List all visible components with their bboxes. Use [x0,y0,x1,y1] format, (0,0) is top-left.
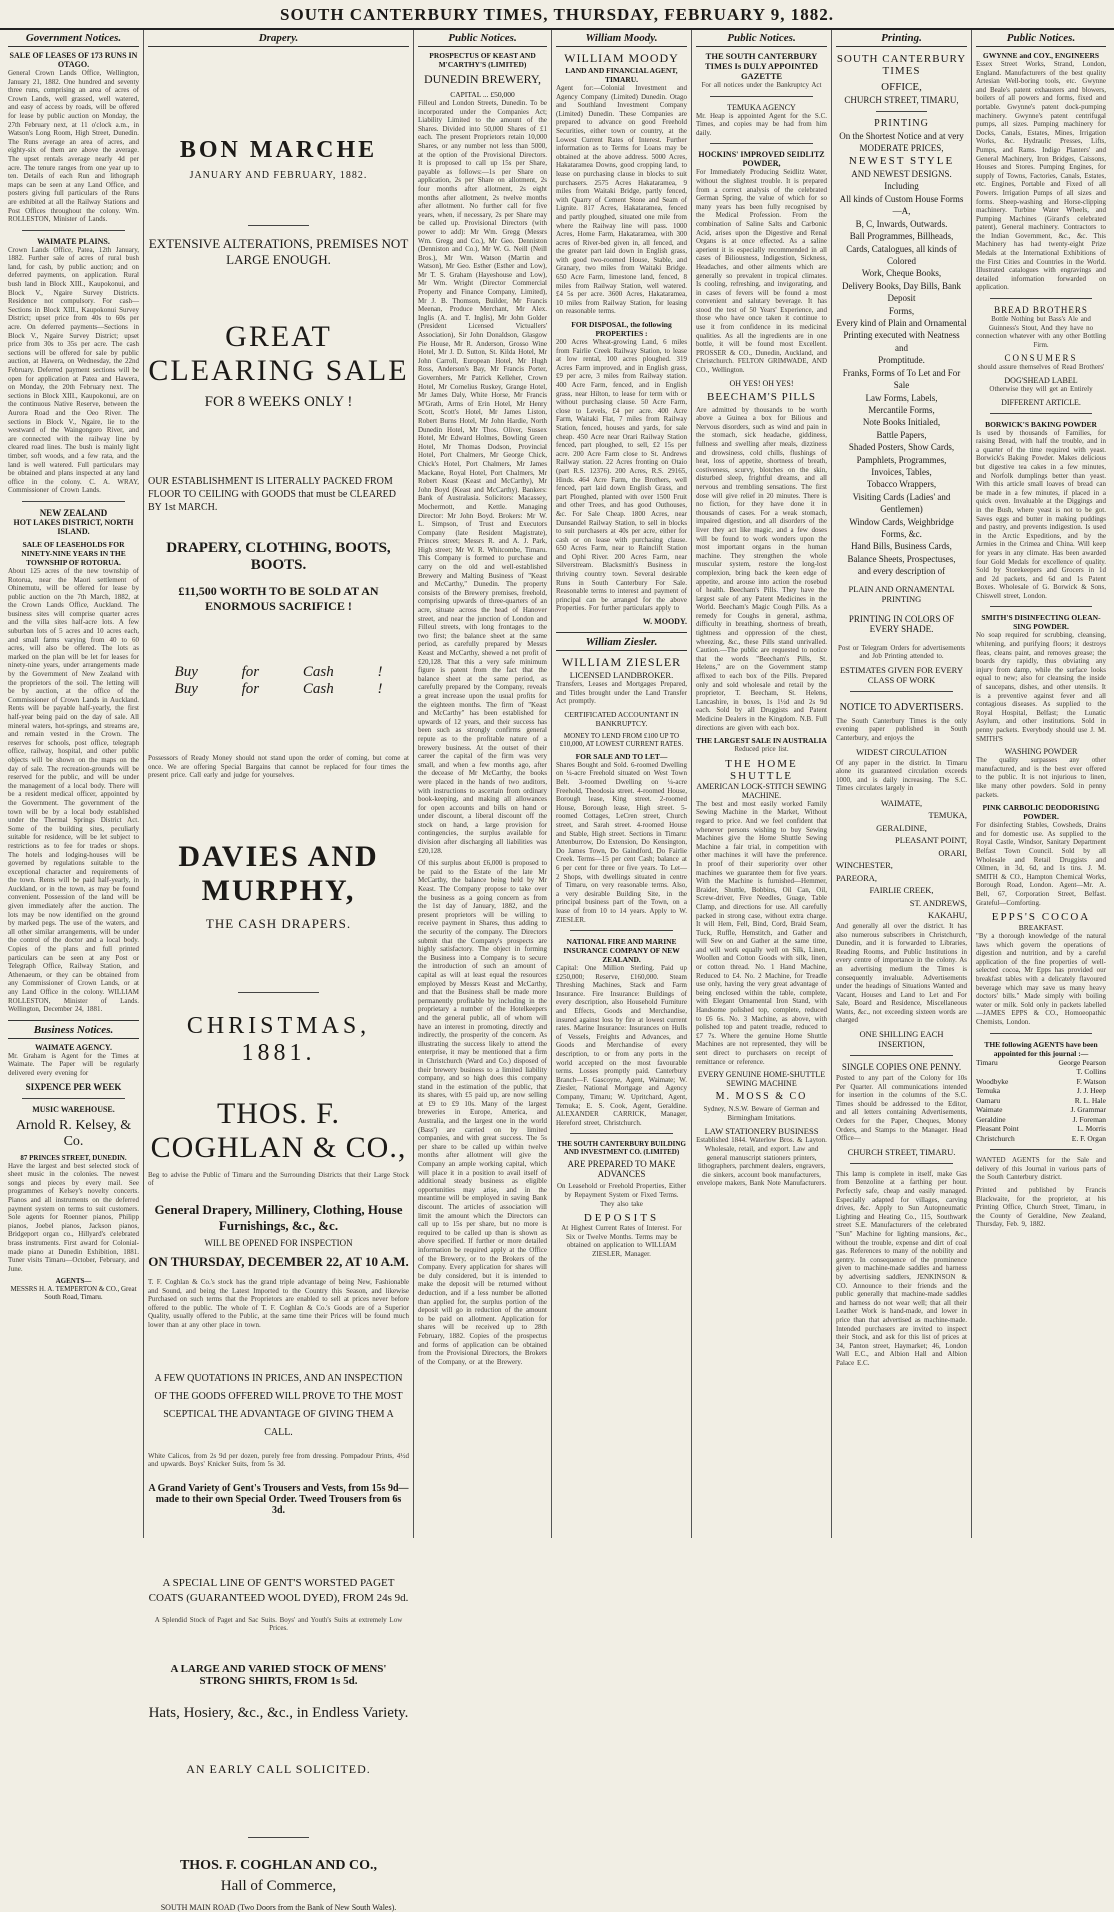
wanted-agents: WANTED AGENTS for the Sale and delivery of this Journal in various parts of the South Canterbury district. [976,1156,1106,1182]
printing-service-list [836,193,967,578]
gazette-body: For all notices under the Bankruptcy Act [701,81,822,89]
eight-weeks: FOR 8 WEEKS ONLY ! [204,394,353,410]
temuka-agency: TEMUKA AGENCY [727,102,796,112]
prospectus-body-2: Of this surplus about £6,000 is proposed to be paid to the Estate of the late Mr McCarthy, the balance being held by Mr Keast. The Company propose to take over the business as a going concern as from the 1st day of January, 1882, and the present proprietors will be willing to receive payment in Shares, thus adding to the security of the company. The Directors submit that the Company's prospects are highly satisfactory. The object in forming the Business into a Company is to secure the introduction of such an amount of capital as will at least equal the resources employed by Messrs Keast and McCarthy, and that the Business shall be made more permanently profitable by including in the proprietary a number of the Hotelkeepers and the general public, all of whom will have an interest in promoting, directly and indirectly, the prosperity of the concern. As illustrating the success likely to attend the enterprise, it may be mentioned that a firm in Christchurch (Ward and Co.) disposed of their brewery business to a limited liability company, and so high does this company stand in the estimation of the public, that its shares, with £5 paid up, are now selling at £9 to £9 10s. Many of the largest breweries in Europe, America, and Australia, and the largest one in the world (Bass') are carried on by limited companies, and with great success. The 5s per share to be called up within twelve months after allotment will give the Company an ample working capital, which will place it in a position to avail itself of additional steady business as eligible opportunities may arise, and in the meantime will be employed in saving Bank discount. The articles of association will limit the amount which the Directors can call up to 15s per share, but no more is required to be called up than is shown as above specified. If further or more detailed information be required apply at the Office of the Brewery, or to the Brokers of the Company. Every application for shares will be duly considered, but it is intended to make the deposit will be returned without deduction, and if a less number be allotted than applied for, the surplus portion of the deposit will go in reduction of the amount to be paid on allotment. Application for shares will be received up to 28th February, 1882. Copies of the prospectus and forms of application can be obtained from the Provisional Directors, the Brokers of the Company, or at the Brewery. [418,859,547,1366]
printing-service-item: Promptitude. [878,355,925,366]
printing-service-item: Every kind of Plain and Ornamental [836,318,967,329]
strong-shirts: A LARGE AND VARIED STOCK OF MENS' STRONG SHIRTS, FROM 1s 5d. [170,1662,387,1687]
printing-service-item: B, C, Inwards, Outwards. [855,218,948,229]
column-william-moody [552,30,692,1538]
prices-body: White Calicos, from 2s 9d per dozen, purely free from dressing. Pompadour Prints, 4½d and upwards. Boys' Knicker Suits, from 5s 3d. [148,1451,409,1469]
worsted-coats: A SPECIAL LINE OF GENT'S WORSTED PAGET COATS (GUARANTEED WOOL DYED), FROM 24s 9d. [148,1576,409,1604]
agent-person: R. L. Hale [1074,1095,1106,1105]
column-drapery [144,30,414,1912]
national-fire-body: Capital: One Million Sterling. Paid up £250,000; Reserve, £160,000. Steam Threshing Machines, Stack and Farm Insurance. Fire Insurance: Buildings of every description, also Household Furniture and Effects, Goods and Merchandise, insured against loss by fire at lowest current rates. Marine Insurance: Insurances on Hulls of Vessels, Freights and Advances, and Goods and Merchandise of every description, to or from any ports in the world accepted on the most favourable terms. Losses promptly paid. Canterbury Branch—F. Gascoyne, Agent, Waimate; W. Ziesler, National Mortgage and Agency Company, Timaru; W. Upritchard, Agent, Temuka; E. S. Cook, Agent, Geraldine. ALEXANDER CARRICK, Manager, Hereford street, Christchurch. [556,964,687,1127]
oh-yes: OH YES! OH YES! [729,378,794,388]
washing-powder: WASHING POWDER [1004,747,1078,757]
moody-name: WILLIAM MOODY [564,51,679,65]
for-sale-to-let: FOR SALE AND TO LET— [575,751,668,761]
gwynne-heading: GWYNNE and COY., ENGINEERS [982,51,1100,60]
post-telegraph-orders: Post or Telegram Orders for advertisements and Job Printing attended to. [837,643,966,661]
circulation-place: WINCHESTER, [836,860,893,871]
cash-body: Possessors of Ready Money should not stand upon the order of coming, but come at once. We are offering Special Bargains that cannot be replaced for four times the present price. Call early and judge for yourselves. [148,754,409,780]
printing-service-item: Note Books Initialed, [862,417,941,428]
beechams-pills-title: BEECHAM'S PILLS [707,390,816,403]
prepared-to-make: ARE PREPARED TO MAKE ADVANCES [567,1159,676,1180]
ziesler-column-heading: William Ziesler. [556,632,687,651]
temuka-body: Mr. Heap is appointed Agent for the S.C. Times, and copies may be had from him daily. [696,111,827,137]
agent-town: Temuka [976,1086,1001,1096]
newest-style: NEWEST STYLE [848,155,955,167]
lamp-body: This lamp is complete in itself, make Gas from Benzoline at a farthing per hour. Perfectly safe, cheap and easily managed. Especially adapted for villages, carving drives, &c. Apply to Sun Autopneumatic Lighting and Heating Co., 115, Southwark street S.E. Manufacturers of the celebrated "Sun" Machine for lighting mansions, &c., without the trouble, expense and dirt of coal gas. References to many of the nobility and gentry. In consequence of the prominence given to machine-made saddles and harness by advertising saddlers, JENKINSON & CO. Announce to their friends and the public generally that machine-made saddles and harness do not wear well; that all their Leather Work is hand-made, and lower in price than that advertised as machine-made. Intended purchasers are invited to inspect their Stock, and ask for this list of prices at 34, Panton street, Haymarket; 46, London Wall E.C., and Albion Hall and Albion Palace E.C. [836,1169,967,1367]
moody-agent-body: Agent for:—Colonial Investment and Agency Company (Limited) Dunedin. Otago and Southland Investment Company (Limited) Dunedin. These Companies are prepared to advance on good Freehold Securities, either town or country, at the Lowest Current Rates of Interest. Further information as to Terms for Loans may be obtained at the above address. 5000 Acres, Hakataramea Downs, good cropping land, to lease on purchasing clause in blocks to suit purchasers. 2575 Acres Hakataramea, 9 miles from Waitaki Bridge, partly fenced, with Quarry of Cement Stone and Seam of Lignite. 817 Acres, Hakataramea, fenced and partly ploughed, situated one mile from where the Railway line will pass. 1000 Acres, Home Farm, Hakataramea, with 300 acres of River-bed given in, all fenced, and the greater part laid down in English grass, with good two-roomed House, Stable, and Granary, two miles from Waitaki Bridge. 650 Acre Farm, limestone land, fenced, 8 miles from Railway Station, well watered. £4 5s per acre. 3600 Acres, Hakataramea, 10 miles from Railway Station, for leasing on reasonable terms. [556,84,687,316]
column-head-drapery: Drapery. [148,32,409,47]
notice-advertisers: NOTICE TO ADVERTISERS. [839,701,964,713]
column-government [4,30,144,1538]
smiths-disinfecting: SMITH'S DISINFECTING OLEAN-SING POWDER. [981,613,1101,632]
column-head-printing: Printing. [836,32,967,47]
deposits-line: DEPOSITS [583,1212,660,1225]
waimate-agency-heading: WAIMATE AGENCY. [35,1042,112,1052]
agent-row [976,1134,1106,1144]
pink-carbolic: PINK CARBOLIC DEODORISING POWDER. [982,803,1100,822]
waimate-agency-body: Mr. Graham is Agent for the Times at Waimate. The Paper will be regularly delivered every evening for [8,1051,139,1077]
reduced-price: Reduced price list. [734,745,789,754]
agent-person: E. F. Organ [1071,1133,1106,1143]
quotations: A FEW QUOTATIONS IN PRICES, AND AN INSPECTION OF THE GOODS OFFERED WILL PROVE TO THE MOST SCEPTICAL THE ADVANTAGE OF GIVING THEM A CALL. [154,1372,403,1438]
certificated-accountant: CERTIFICATED ACCOUNTANT IN BANKRUPTCY. [564,709,679,728]
gwynne-body: Essex Street Works, Strand, London, England. Manufacturers of the best quality Artesian Well-boring tools, etc. Gwynne and Beale's patent exhausters and blowers, boilers of all powers and forms, fixed and portable. Gwynne's patent dock-pumping machinery. Gwynne's patent centrifugal pumps, all sizes. Pumping machinery for Docks, Canals, Estates, Mines, Irrigation Works, &c. Hydraulic Presses, Lifts, Pumps, and Rams. Indigo Planters' and General Machinery, Iron Bridges, Caissons, Houses and Stores. Pumping Engines, for supply of Towns, Factories, Canals, Estates, etc. Engines, Portable and Fixed of all Powers. Irrigation Pumps of all sizes and forms. Sheep-washing and Horse-clipping machinery. Turbine Water Wheels, and Pumping Machines (Girard's celebrated patent), General machinery. Contractors to the Indian Government, &c., &c. This Machinery has had twenty-eight Prize Medals at the International Exhibitions of the First Cities and Countries in the World. Illustrated catalogues with engravings and detailed information forwarded on application. [976,60,1106,292]
column-public-notices-3 [972,30,1110,1538]
coghlan-intro: Beg to advise the Public of Timaru and the Surrounding Districts that their Large Stock of [148,1170,409,1188]
column-head-moody: William Moody. [556,32,687,47]
printing-service-item: Hand Bills, Business Cards, [851,541,952,552]
waimate-plains-heading: WAIMATE PLAINS. [37,236,110,246]
hats-hosiery: Hats, Hosiery, &c., &c., in Endless Variety. [148,1704,409,1721]
bon-marche-title: BON MARCHE [179,137,378,163]
circulation-place: GERALDINE, [876,822,927,833]
building-society-heading: THE SOUTH CANTERBURY BUILDING AND INVESTMENT CO. (LIMITED) [557,1140,686,1157]
general-drapery: General Drapery, Millinery, Clothing, House Furnishings, &c., &c. [154,1201,403,1233]
agents-heading: AGENTS— [55,1277,92,1286]
column-printing [832,30,972,1538]
imprint: Printed and published by Francis Blackwaite, for the proprietor, at his Printing Office, Church Street, Timaru, in the County of Geraldine, New Zealand, Thursday, Feb. 9, 1882. [976,1185,1106,1229]
single-body: Posted to any part of the Colony for 10s Per Quarter. All communications intended for insertion in the columns of the S.C. Times should be addressed to the Editor, and all letters containing Advertisements, Orders for the Paper, Cheques, Money Orders, and Stamps to the Manager. Head Office— [836,1074,967,1143]
column-public-notices-1 [414,30,552,1538]
printing-service-item: Pamphlets, Programmes, [856,454,947,465]
law-stationery: LAW STATIONERY BUSINESS [704,1126,819,1137]
single-copies: SINGLE COPIES ONE PENNY. [841,1062,962,1073]
new-zealand-heading: NEW ZEALAND [39,507,108,518]
agent-town: Oamaru [976,1095,1001,1105]
agent-person: J. Foreman [1072,1114,1106,1124]
agent-row [976,1124,1106,1134]
extensive-alterations: EXTENSIVE ALTERATIONS, PREMISES NOT LARGE ENOUGH. [148,236,409,267]
breakfast: BREAKFAST. [1018,923,1064,933]
business-notices-heading: Business Notices. [8,1020,139,1039]
kelsey-body: Have the largest and best selected stock of sheet music in the colonies. The newest songs and pieces by every mail. See programmes of Kelsey's novelty concerts. Pianos and all instruments on the deferred payment system on terms to suit customers. Sole agents for Roenner pianos, Philipp pianos, Joebel pianos, Jackson pianos, Bridgeport organ co., Hillyard's celebrated brass instruments. First award for Colonial-made piano at Dunedin Exhibition, 1881. Tuner visits Timaru—October, February, and June. [8,1161,139,1273]
coghlan-signature: THOS. F. COGHLAN AND CO., [179,1857,378,1873]
printing-service-item: Work, Cheque Books, [861,268,942,279]
epps-body: "By a thorough knowledge of the natural laws which govern the operations of digestion and nutrition, and by a careful application of the fine properties of well-selected cocoa, Mr Epps has provided our breakfast tables with a delicately flavoured beverage which may save us many heavy doctors' bills." Made simply with boiling water or milk. Sold only in packets labelled—JAMES EPPS & CO., Homoeopathic Chemists, London. [976,932,1106,1027]
circulation-body: Of any paper in the district. In Timaru alone its guaranteed circulation exceeds 1000, and is daily increasing. The S.C. Times circulates largely in [836,758,967,793]
national-fire-heading: NATIONAL FIRE AND MARINE INSURANCE COMPANY OF NEW ZEALAND. [563,937,680,965]
trousers-line: A Grand Variety of Gent's Trousers and Vests, from 15s 9d—made to their own Special Order. Tweed Trousers from 6s 3d. [148,1482,409,1516]
agent-person: J. J. Heep [1076,1086,1106,1096]
agent-row [976,1067,1106,1077]
printing-service-item: Tobacco Wrappers, [866,479,937,490]
places-list [836,797,967,922]
law-body: Established 1844. Waterlow Bros. & Layton. Wholesale, retail, and export. Law and general manuscript stationers printers, lithographers, parchment dealers, engravers, die sinkers, account book manufacturers, envelope makers, Bank Note Manufacturers. [696,1136,827,1188]
agents-appointed: THE following AGENTS have been appointed for this journal :— [984,1039,1098,1058]
districts-body: And generally all over the district. It has also numerous subscribers in Christchurch, Dunedin, and it is forwarded to Libraries, Reading Rooms, and Public Institutions in every centre of importance in the colony. As an advertising medium the Times is consequently invaluable. Advertisements under the headings of Situations Wanted and Vacant, Houses and Land to Let and For Sale, Board and Residence, Miscellaneous Wants, &c., not exceeding sixteen words are charged [836,921,967,1025]
moss-co: M. MOSS & CO [715,1091,808,1103]
printing-service-item: All kinds of Custom House Forms—A, [839,194,964,217]
consumers: CONSUMERS [1004,353,1078,364]
column-head-public-1: Public Notices. [418,32,547,47]
printing-service-item: Ball Programmes, Billheads, [849,231,954,242]
borwick-body: Is used by thousands of Families, for raising Bread, with half the trouble, and in a quarter of the time required with yeast. Borwick's Baking Powder. Makes delicious but digestive tea cakes in a few minutes, and Norfolk dumplings better than yeast. With this article small loaves of bread can be made in a few minutes, if placed in a quick oven. Invaluable at the Diggings and in the Bush, where yeast is not to be got. Saves eggs and butter in making puddings and pastry, and prevents indigestion. Is used in the Arctic Expeditions, and by the Armies in the Crimea and China. Will keep for years in any climate. Has been awarded four Gold Medals for excellence of quality. Sold by Storekeepers and Grocers in 1d and 2d packets, and 6d and 1s Patent Boxes. Wholesale of G. Borwick & Sons, Chiswell street, London. [976,428,1106,600]
moss-body: Sydney, N.S.W. Beware of German and Birmingham Imitations. [703,1105,820,1122]
agent-person: F. Watson [1076,1076,1106,1086]
bread-brothers: BREAD BROTHERS [994,305,1088,316]
agent-row [976,1096,1106,1106]
newest-designs: AND NEWEST DESIGNS. [851,169,952,179]
circulation-place: ORARI, [938,847,967,858]
bon-marche-date: JANUARY AND FEBRUARY, 1882. [189,170,368,181]
washing-body: The quality surpasses any other manufactured, and is the best ever offered to the public. It is not injurious to linen, like many other powders. Sold in penny packets. [976,756,1106,799]
notice-body: The South Canterbury Times is the only evening paper published in South Canterbury, and enjoys the [836,716,967,742]
licensed-landbroker: LICENSED LANDBROKER. [569,670,674,681]
one-shilling: ONE SHILLING EACH INSERTION, [859,1029,944,1050]
capital-line: CAPITAL ... £50,000 [450,90,515,99]
printing-service-item: Invoices, Tables, [871,466,932,477]
different-article: DIFFERENT ARTICLE. [1001,397,1081,407]
printing-service-item: Cards, Catalogues, all kinds of Colored [846,243,957,267]
agents-line: MESSRS H. A. TEMPERTON & CO., Great South Road, Timaru. [10,1285,137,1302]
agent-list [976,1058,1106,1144]
building-body-2: At Highest Current Rates of Interest. For Six or Twelve Months. Terms may be obtained on application to WILLIAM ZIESLER, Manager. [561,1224,682,1258]
column-head-government: Government Notices. [8,32,139,47]
christmas-1881: CHRISTMAS, 1881. [186,1012,371,1066]
hockins-powder: HOCKINS' IMPROVED SEIDLITZ POWDER, [698,150,825,169]
agent-town: Geraldine [976,1114,1006,1124]
widest-circulation: WIDEST CIRCULATION [856,746,947,757]
printing-service-item: Shaded Posters, Show Cards, [848,442,955,453]
moody-signature: W. MOODY. [642,617,687,627]
prospectus-body-1: Filleul and London Streets, Dunedin. To be incorporated under the Companies Act; Liability Limited to the amount of the Shares. Divided into 50,000 Shares of £1 each. The present Proprietors retain 10,000 Shares, or any number not less than 5000, at the option of the Provisional Directors. It is proposed to call up 15s per Share, payable as follows:—1s per Share on application, 2s per Share on allotment, 2s four months after allotment, 2s eight months after allotment, 2s twelve months after allotment. No further call for five years, when, if necessary, 2s per Share may be called up. Provisional Directors (with power to add): Mr Wm. Gregg (Messrs Wm. Gregg and Co.), Mr Geo. Denniston (Denniston and Co.), Mr W. G. Neill (Neill Bros.), Mr Wm. Watson (Martin and Watson), Mr Geo. Esther (Esther and Low), Mr T. S. Graham (Hayeshouse and Low), Mr Wm. Wright (Director Commercial Property and Finance Company, Limited), Mr J. B. Thomson, Builder, Mr Francis Meenan, Produce Merchant, Mr Alex. Inglis (A. and T. Inglis), Mr John Golder (President Licensed Victuallers' Association), Sir John Donaldson, Glasgow Pie House, Mr R. Anderson, Grosso Wine Hotel, Mr J. D. Sutton, St. Kilda Hotel, Mr John Carroll, European Hotel, Mr Hugh Ross, Anderson's Bay, Mr Francis Porter, Governhers, Mr Patrick Kelleher, Crown Hotel, Mr Cornelius Ruskey, Grange Hotel, Mr James Daly, White Horse, Mr Francis M'Grath, Arms of Erin Hotel, Mr Henry Scott, Scott's Hotel, Mr James Liston, Robert Burns Hotel, Mr John Hardie, North Dunedin Hotel, Mr Thos. Oliver, Sussex Hotel, Mr Edward Holmes, Bowling Green Hotel, Mr Thomas Dodson, Provincial Hotel, Port Chalmers, Mr George Chick, Chick's Hotel, Port Chalmers, Mr James Mackane, Royal Hotel, Port Chalmers, Mr Robert Keast (Keast and McCarthy), Mr John Boyd (Keast and McCarthy). Bankers: Bank of Australasia. Solicitors: Macassey, Mochermott, and Kettle. Managing Director: Mr John Boyd. Brokers: Mr W. L. Simpson, of Trust and Executors Company (late Resident Magistrate), Princes street; Messrs R. and A. J. Park, High street; Mr W. R. Whitcombe, Timaru. This Company is formed to purchase and carry on the old and well-established Brewery and Malting Business of "Keast and McCarthy," Dunedin. The property consists of the Brewery premises, freehold, comprising upwards of three-quarters of an acre, situate across the head of Hanover street, and near the junction of London and Filleul streets, with long frontages to the two first; the balance sheet at the same period, as carefully prepared by Messrs Keast and McCarthy, shewed a net profit of £20,128. That this a very safe minimum figure is patent from the fact that the balance sheet at the same period, as carefully prepared by the Company, reveals a great increase upon the usual profits for the eighteen months. The firm of "Keast and McCarthy" has been established for upwards of 12 years, and their success has been such as strongly confirms general repute as to the profitable nature of a brewery business. At the outset of their career the capital of the firm was very small, and when a few months ago, after the decease of Mr McCarthy, the books were placed in the hands of two auditors, with instructions to ascertain from ordinary book-keeping, and making all allowances for open accounts and bills on hand or under discount, a liberal discount off the stock on hand, a large provision for contingencies, the surplus available for division after discharging all liabilities was £20,128. [418,99,548,855]
church-street-line: CHURCH STREET, TIMARU, [844,95,959,105]
agent-row [976,1086,1106,1096]
printing-service-item: Printing executed with Neatness and [843,330,960,353]
printing-service-item: Forms, [888,305,915,316]
printing-service-item: Window Cards, Weighbridge Forms, &c. [849,516,954,539]
ziesler-body-1: Transfers, Leases and Mortgages Prepared, and Titles brought under the Land Transfer Act promptly. [556,680,687,706]
agent-person: George Pearson [1058,1057,1106,1067]
establishment-packed: OUR ESTABLISHMENT IS LITERALLY PACKED FROM FLOOR TO CEILING with GOODS that must be CLEARED BY 1st MARCH. [148,476,396,513]
agent-person: T. Collins [1076,1067,1106,1077]
great-clearing-sale: GREAT CLEARING SALE [148,320,409,387]
newspaper-columns [4,30,1110,1912]
dogs-head-label: DOG'SHEAD LABEL [1004,376,1078,385]
circulation-place: KAKAHU, [928,910,967,921]
hockins-body: For Immediately Producing Seidlitz Water, without the slightest trouble. It is prepared from a correct analysis of the celebrated German Spring, the value of which for so many years has been fully recognised by the Medical Profession. From the combination of Saline Salts and Carbonic Acid, arises upon the Digestive and Renal Organs is at once effected. As a saline aperient it is especially recommended in all cases of Biliousness, Indigestion, Sickness, Headaches, and other ailments which are generally so prevalent in tropical climates. Is cooling, refreshing, and invigorating, and in cases of fevers will be found a most convenient and salutary beverage. It has stood the test of 50 Years' Experience, and those who have once taken it continue to use it from confidence in its medicinal qualities. As all the ingredients are in one bottle, it will be found most Excellent. PROSSER & CO., Dunedin, Auckland, and Christchurch. FELTON GRIMWADE, AND CO., Wellington. [696,168,827,375]
circulation-place: WAIMATE, [880,797,923,808]
rotorua-heading: SALE OF LEASEHOLDS FOR NINETY-NINE YEARS IN THE TOWNSHIP OF ROTORUA. [21,539,126,567]
otago-body: General Crown Lands Office, Wellington, January 21, 1882. One hundred and seventy three runs, comprising an area of acres of Crown Lands, well grassed, well watered, and easy of access by roads, will be offered for lease by public auction on Monday, the 27th February next, at 11 o'clock a.m., in Watson's Long Room, High Street, Dunedin. The Runs average an area of acres, and eighty-six of them are above the average. The upset rentals average nearly 4d per acre. The tenure ranges from one year up to ten. Details of each Run and lithograph maps can be seen at any Land Office, and posters giving full particulars of the Runs are exhibited at all the Railway Stations and Post Offices throughout the colony. Wm. ROLLESTON, Minister of Lands. [8,69,139,224]
davies-murphy: DAVIES AND MURPHY, [178,839,379,907]
estimates-line: ESTIMATES GIVEN FOR EVERY CLASS OF WORK [839,664,964,685]
agent-town: Christchurch [976,1133,1015,1143]
lock-stitch: AMERICAN LOCK-STITCH SEWING MACHINE. [696,781,827,800]
printing-colors: PRINTING IN COLORS OF EVERY SHADE. [848,613,955,634]
circulation-place: PLEASANT POINT, [895,835,967,846]
prospectus-heading: PROSPECTUS OF KEAST AND M'CARTHY'S (LIMITED) [429,51,536,69]
waimate-plains-body: Crown Lands Office, Patea, 12th January, 1882. Further sale of acres of rural bush land, for cash, by public auction; and on deferred payments, on application. Rural bush land in Block XIII., Kaupokonui, and Block V., Ngaire Survey Districts. Residence not compulsory. For cash—Sections in Block XIII., Kaupokonui Survey District; upset price from 40s to 60s per acre. On deferred payments—Sections in Block V., Ngaire Survey District; upset price from 30s to 35s per acre. The cash sections will be offered for sale by public auction, at Hawera, on Wednesday, the 22nd February. Deferred payment sections will be open for application at Patea and Hawera, on Monday, the 20th February next. The sections in Block XIII., Kaupokonui, are on the continuous Native Reserve, between the Aurora Road and the Oeo River. The sections in Block V., Ngaire, lie to the westward of the Waingongoro River, and are connected with the railway line by cleared road lines. The bush is mainly light timber, soft woods, and a few rata, and the land is well watered. Full particulars may be obtained and plans inspected at any land office in the colony. C. A. WRAY, Commissioner of Crown Lands. [8,245,139,495]
printing-service-item: Balance Sheets, Prospectuses, [847,553,956,564]
every-genuine: EVERY GENUINE HOME-SHUTTLE SEWING MACHINE [697,1070,826,1089]
coghlan-body: T. F. Coghlan & Co.'s stock has the grand triple advantage of being New, Fashionable and Sound, and being the Latest Imported to the Country this Season, and likewise Purchased on such terms that the Proprietors are enabled to sell at prices never before offered to the public. The whole of T. F. Coghlan & Co.'s Goods are of a Superior Quality, usually offered to the Public, at the same time their Prices will be found much lower than at any other place in town. [148,1277,409,1329]
circulation-place: TEMUKA, [928,810,967,821]
cash-drapers: THE CASH DRAPERS. [205,915,352,931]
dunedin-brewery: DUNEDIN BREWERY, [423,72,542,86]
agent-person: L. Morris [1077,1124,1106,1134]
agent-town: Timaru [976,1057,998,1067]
circulation-place: FAIRLIE CREEK, [869,885,934,896]
eleven-thousand-worth: £11,500 WORTH TO BE SOLD AT AN ENORMOUS SACRIFICE ! [178,584,379,613]
ziesler-name: WILLIAM ZIESLER [561,655,682,670]
epps-cocoa: EPPS'S COCOA [991,911,1091,924]
building-body-1: On Leasehold or Freehold Properties, Either by Repayment System or Fixed Terms. They also take [556,1182,687,1208]
borwick-powder: BORWICK'S BAKING POWDER [985,419,1097,429]
agent-person: J. Grammar [1070,1105,1106,1115]
dogs-body: Otherwise they will get an Entirely [989,385,1093,393]
agent-town: Woodbyke [976,1076,1009,1086]
opened-for-inspection: WILL BE OPENED FOR INSPECTION [204,1237,353,1248]
shortest-notice: On the Shortest Notice and at very [839,131,964,141]
home-shuttle-title: THE HOME SHUTTLE [725,757,798,782]
agent-town: Waimate [976,1105,1003,1115]
thursday-december: ON THURSDAY, DECEMBER 22, AT 10 A.M. [148,1253,409,1269]
ziesler-body-2: Shares Bought and Sold. 6-roomed Dwelling on ¼-acre Freehold situated on West Town Belt. 3-roomed Dwelling on ¼-acre Freehold, Theodosia street. 4-roomed House, Borough lease, King street. 2-roomed House, Borough lease, High street. 5-roomed Cottages, LeCren street, Church street, and Sarah street. 4-roomed House and Stable, High street. Sections in Timaru: Attenburrow, Do Extension, Do Kensington, Do James Town, Do Gaindford, Do Fairlie Creek. Terms—15 per cent Cash; balance at 6 per cent for three or five years. To Let—2 Shops, with dwellings situated in centre of Timaru, on very reasonable terms. Also, a very desirable Building Site, in the principal business part of the Town, on a lease of from 10 to 14 years. Apply to W. ZIESLER. [556,760,687,924]
moody-properties-body: 200 Acres Wheat-growing Land, 6 miles from Fairlie Creek Railway Station, to lease at low rental, 100 acres ploughed. 319 Acres Farm improved, and in English grass, £9 per acre, 3 miles from Railway station. 400 Acre Farm, fenced, and in English grass, near Hilton, to lease for term with or without purchasing clause. 50 Acre Farm, close to Levels, £4 per acre. 400 Acre Farm, Waitaki Flat, 7 miles from Railway Station, fenced, houses and yards, for sale cheap. 450 Acre near Orari Railway Station fenced, part ploughed, to sell, £2 15s per acre. 200 Acre Farm close to St. Andrews Railway station. 22 Acres fronting on Otaio (part R.S. 12376). 200 Acres, R.S. 29165, Hinds. 464 Acre Farm, the Brothers, well fenced, part laid down English Grass, and part Ploughed, planted with over 1500 Fruit and other Trees, and has good Outhouses, &c. For Sale Cheap. 1800 Acres, near Dunsandel Railway Station, to sell in blocks to suit purchasers at 40s per acre, either for cash or on lease with purchasing clause. 650 Acres Farm, near to Rainclift Station and Ophi River. 200 Acres Farm, near Silverstream. Blacksmith's Business in thriving country town. Several desirable Runs in South Canterbury For Sale. Reasonable terms to interest and payment of principal can be arranged for the above Properties. For further particulars apply to [556,338,687,613]
sixpence-line: SIXPENCE PER WEEK [25,1081,122,1092]
coghlan-title: THOS. F. COGHLAN & CO., [150,1096,407,1164]
shuttle-body: The best and most easily worked Family Sewing Machine in the Market, Without regard to price. And we feel confident that whenever persons wishing to buy Sewing Machines give the Home Shuttle Sewing Machine a fair trial, in competition with other machines it will have the preference. In proof of their superiority over other machines we guarantee them for five years. With the Machine is furnished—Hemmer, Braider, Shuttle, Bobbins, Oil Can, Oil, Screw-driver, Five Needles, Guage, Table Clamp, and directions for use. All carefully packed in strong case, without extra charge. It will Hem, Fell, Bind, Cord, Braid Seam, Tuck, Ruffle, Hemstitch, and Gather and will Sew on and Gather at the same time, and will work equally well on Silk, Linen, Woollen and Cotton Goods with silk, linen, or cotton thread. No. 1 Hand Machine, Reduced to £4. No. 2 Machine, for Treadle use only, having the very great advantage of being enclosed within the table, complete, with Elegant Ornamental Iron Stand, with Handsome polished top, complete, reduced to £6 6s. No. 3 Machine, as above, with polished top and patent treadle, reduced to £7 7s. Where the genuine Home Shuttle Machines are not represented, they will be sent direct to purchasers on receipt of remittance or reference. [696,799,827,1066]
agent-row [976,1077,1106,1087]
head-office: CHURCH STREET, TIMARU. [847,1146,956,1157]
buy-for-cash: Buy for Cash ! Buy for Cash ! [174,664,383,697]
printing-service-item: Law Forms, Labels, [865,392,938,403]
drapery-clothing-boots: DRAPERY, CLOTHING, BOOTS, BOOTS. [166,540,391,573]
smiths-body: No soap required for scrubbing, cleansing, whitening, and purifying floors; it destroys fleas, cleans paint, and removes grease; the boards dry rapidly, thus obviating any injury from damp, while the surface looks equal to new; also for cleansing the inside of saucepans, dishes, and other utensils. It is a preventive against fever and all contagious diseases. As supplied to the Royal Hospital, Belfast; the Lunatic Asylum, and other institutions. Sold in penny packets. Everybody should use J. M. SMITH'S [976,631,1106,743]
bread-body: Bottle Nothing but Bass's Ale and Guinness's Stout, And they have no connection whatever with any other Bottling Firm. [976,315,1106,349]
kelsey-name: Arnold R. Kelsey, & Co. [15,1117,132,1149]
plain-ornamental: PLAIN AND ORNAMENTAL PRINTING [848,583,955,604]
printing-service-item: Franks, Forms of To Let and For Sale [842,367,961,391]
printing-service-item: Delivery Books, Day Bills, Bank Deposit [842,280,961,304]
largest-sale-australia: THE LARGEST SALE IN AUSTRALIA [696,736,827,746]
duly-appointed-gazette: THE SOUTH CANTERBURY TIMES Is DULY APPOINTED GAZETTE [705,51,818,81]
circulation-place: ST. ANDREWS, [909,897,967,908]
printing-line: PRINTING [874,118,929,129]
hot-lakes-heading: HOT LAKES DISTRICT, NORTH ISLAND. [13,517,134,536]
moderate-prices: MODERATE PRICES, [859,143,944,153]
masthead [0,0,1114,30]
agent-row [976,1115,1106,1125]
paget-body: A Splendid Stock of Paget and Sac Suits. Boys' and Youth's Suits at extremely Low Prices. [154,1615,403,1633]
rotorua-body: About 125 acres of the new township of Rotorua, near the Maori settlement of Ohinemutu, will be offered for lease by public auction on the 7th March, 1882, at the Crown Lands Office, Auckland. The business sites will comprise quarter acres and the villa sites half-acre lots. A few suburban lots of 5 acres and 10 acres each, and small farms varying from 40 to 60 acres, will also be offered. The lots as marked on the plan will be let for leases for ninety-nine years, under arrangements made by the Government of New Zealand with the proprietors of the soil. The letting will be by auction, at the office of the Commissioner of Crown Lands in Auckland. Rents will be payable half-yearly, the first half-year being paid on the day of sale. All mineral waters, hot-springs, and streams are, and remain vested in the Crown. The reserves for schools, post office, telegraph office, railway, hospital, and other public objects will be shown on the maps on the day of sale. The recreation-grounds will be reserved for the public, and will be under the management of a local body. There will be a resident medical officer, appointed by the Government. The government of the town will be by a local body established under the Thermal Springs District Act. Some of the building sites, peculiarly suitable for residence, will be let subject to restrictions as to fee for trades or shops. The hotels and lodging-houses will be governed by regulations suitable to the exceptional character and requirements of the town. Rents will be paid half-yearly, in Auckland, or in the town, as may be found convenient. Possession of the land will be given immediately after the auction. The lots may be now identified on the ground by marked pegs. The use of the waters, and all other similar arrangements, will be under the control of the doctor and a local body. Copies of the plans and full printed particulars can be seen at any Post or Telegraph Office, Railway Station, and Athenaeum, or they can be obtained from any Commissioner of Crown Lands, or at any Land Office in the colony. WILLIAM ROLLESTON, Minister of Lands. Wellington, December 24, 1881. [8,566,139,1014]
music-heading: MUSIC WAREHOUSE. [32,1104,115,1114]
column-head-public-3: Public Notices. [976,32,1106,47]
south-main-road: SOUTH MAIN ROAD (Two Doors from the Bank of New South Wales). [160,1902,397,1912]
for-disposal: FOR DISPOSAL, the following PROPERTIES : [571,320,672,339]
kelsey-address: 87 PRINCES STREET, DUNEDIN. [20,1153,127,1162]
column-head-public-2: Public Notices. [696,32,827,47]
printing-service-item: Battle Papers, [876,429,927,440]
agent-row [976,1058,1106,1068]
moody-subtitle: LAND AND FINANCIAL AGENT, TIMARU. [565,66,678,84]
including: Including [884,181,919,191]
printing-service-item: and every description of [857,566,946,577]
printing-service-item: Visiting Cards (Ladies' and Gentlemen) [852,491,951,515]
consumers-body: should assure themselves of Read Brothers' [977,363,1105,372]
carbolic-body: For disinfecting Stables, Cowsheds, Drains and for domestic use. As supplied to the Royal Castle, Windsor, Sanitary Department Belfast Town Council. Sold by all Wholesale and Retail Druggists and Oilmen, in 3d, 6d, and 1s tins. J. M. SMITH & CO., Hampton Chemical Works, Borough Road, London. Agent—Mr. A. Bell, 67, Corporation Street, Belfast. Grateful—Comforting. [976,821,1106,907]
office-line: OFFICE, [881,81,922,93]
beecham-body: Are admitted by thousands to be worth above a Guinea a box for Bilious and Nervous disorders, such as wind and pain in the stomach, sick headache, giddiness, fullness and swelling after meals, dizziness and drowsiness, cold chills, flushings of heat, loss of appetite, shortness of breath, costiveness, scurvy, blotches on the skin, disturbed sleep, frightful dreams, and all nervous and trembling sensations. The first dose will give relief in 20 minutes. There is no fiction, for they have done it in thousands of cases. For a weak stomach, impaired digestion, and all disorders of the liver they act like magic, and a few doses will be found to work wonders upon the most important organs in the human machine. They strengthen the whole muscular system, restore the long-lost complexion, bring back the keen edge of appetite, and arouse into action the rosebud of health. Beecham's Pills. They have the largest sale of any Patent Medicines in the World. Beecham's Magic Cough Pills. As a remedy for Coughs in general, asthma, difficulty in breathing, shortness of breath, tightness and oppression of the chest, wheezing, &c., these Pills stand unrivalled. Caution.—The public are requested to notice that the words "Beecham's Pills, St. Helens," are on the Government stamp affixed to each box of the Pills. Prepared only and sold wholesale and retail by the proprietor, T. Beecham, St. Helens, Lancashire, in boxes, 1s 1½d and 2s 9d each. Sold by all Druggists and Patent Medicine Dealers in the Kingdom. N.B. Full directions are given with each box. [696,405,828,732]
agent-town: Pleasant Point [976,1124,1019,1134]
masthead-title: SOUTH CANTERBURY TIMES, THURSDAY, FEBRUARY 9, 1882. [280,5,834,24]
early-call: AN EARLY CALL SOLICITED. [186,1761,371,1776]
otago-heading: SALE OF LEASES OF 173 RUNS IN OTAGO. [9,51,138,69]
hall-of-commerce: Hall of Commerce, [220,1877,337,1894]
agent-row [976,1105,1106,1115]
money-to-lend: MONEY TO LEND FROM £100 UP TO £10,000, AT LOWEST CURRENT RATES. [559,731,684,748]
circulation-place: PAREORA, [836,872,878,883]
column-public-notices-2 [692,30,832,1538]
sct-office-title: SOUTH CANTERBURY TIMES [836,53,967,77]
printing-service-item: Mercantile Forms, [868,404,935,415]
